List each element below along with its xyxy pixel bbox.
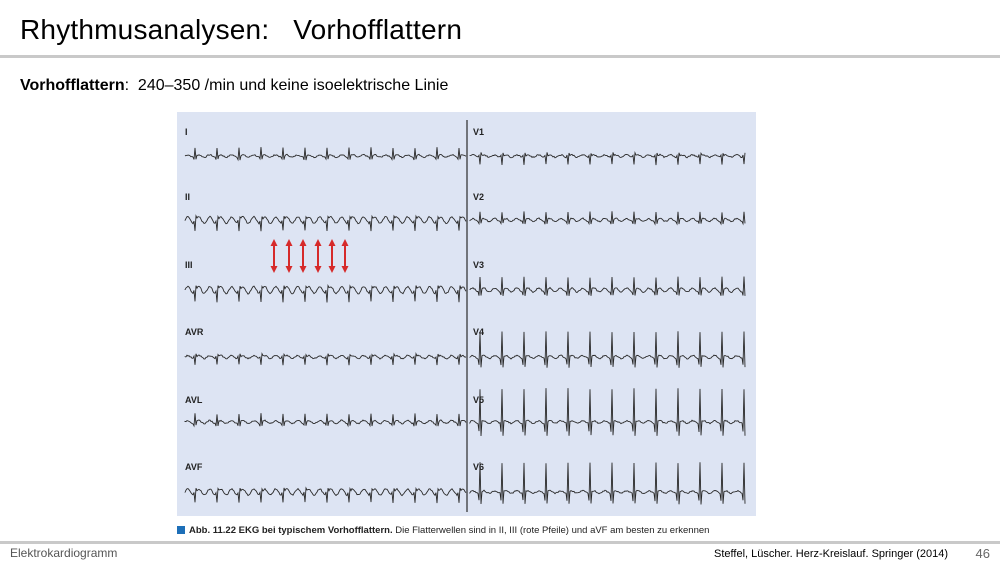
ecg-trace-v5 bbox=[470, 388, 745, 436]
flutter-arrow-5-head-up bbox=[329, 239, 336, 246]
caption-label: Abb. 11.22 EKG bei typischem Vorhofflattern. bbox=[189, 525, 393, 536]
title-divider bbox=[0, 55, 1000, 58]
ecg-trace-v4 bbox=[470, 331, 745, 368]
flutter-arrow-1-head-down bbox=[271, 266, 278, 273]
caption-text: Die Flatterwellen sind in II, III (rote Pfeile) und aVF am besten zu erkennen bbox=[392, 525, 710, 536]
lead-label-v6: V6 bbox=[473, 462, 485, 472]
flutter-arrow-5-head-down bbox=[329, 266, 336, 273]
slide-subtitle bbox=[20, 77, 448, 95]
lead-label-v3: V3 bbox=[473, 260, 485, 270]
slide-title: Rhythmusanalysen: Vorhofflattern bbox=[20, 14, 463, 45]
subtitle-term: Vorhofflattern bbox=[20, 77, 125, 94]
ecg-traces bbox=[177, 112, 756, 516]
lead-label-ii: II bbox=[185, 192, 191, 202]
ecg-trace-avr bbox=[185, 354, 466, 366]
flutter-arrow-3-head-down bbox=[300, 266, 307, 273]
flutter-arrow-1-head-up bbox=[271, 239, 278, 246]
ecg-trace-iii bbox=[185, 286, 466, 303]
ecg-trace-v6 bbox=[470, 462, 745, 504]
lead-label-avr: AVR bbox=[185, 327, 204, 337]
flutter-arrow-6-head-up bbox=[342, 239, 349, 246]
figure-caption bbox=[177, 525, 709, 536]
caption-marker-icon bbox=[177, 526, 185, 534]
footer-divider bbox=[0, 541, 1000, 544]
flutter-arrow-3-head-up bbox=[300, 239, 307, 246]
ecg-trace-v3 bbox=[470, 277, 745, 296]
lead-label-i: I bbox=[185, 127, 188, 137]
lead-label-v2: V2 bbox=[473, 192, 485, 202]
subtitle-definition: : 240–350 /min und keine isoelektrische Linie bbox=[124, 77, 449, 94]
ecg-trace-ii bbox=[185, 216, 466, 231]
footer-section: Elektrokardiogramm bbox=[10, 546, 118, 560]
lead-label-avf: AVF bbox=[185, 462, 203, 472]
ecg-trace-avf bbox=[185, 488, 466, 503]
flutter-arrow-4-head-down bbox=[315, 266, 322, 273]
footer-source: Steffel, Lüscher. Herz-Kreislauf. Springer (2014) bbox=[714, 548, 948, 560]
lead-label-iii: III bbox=[185, 260, 193, 270]
flutter-arrow-2-head-down bbox=[286, 266, 293, 273]
ecg-trace-i bbox=[185, 147, 466, 160]
flutter-arrow-2-head-up bbox=[286, 239, 293, 246]
ecg-trace-v1 bbox=[470, 152, 745, 165]
ecg-figure bbox=[177, 112, 756, 516]
lead-label-v1: V1 bbox=[473, 127, 485, 137]
ecg-trace-avl bbox=[185, 413, 466, 426]
flutter-arrow-4-head-up bbox=[315, 239, 322, 246]
flutter-arrow-6-head-down bbox=[342, 266, 349, 273]
page-number: 46 bbox=[975, 546, 990, 561]
lead-label-v4: V4 bbox=[473, 327, 485, 337]
lead-label-avl: AVL bbox=[185, 395, 203, 405]
lead-label-v5: V5 bbox=[473, 395, 485, 405]
ecg-trace-v2 bbox=[470, 211, 745, 224]
